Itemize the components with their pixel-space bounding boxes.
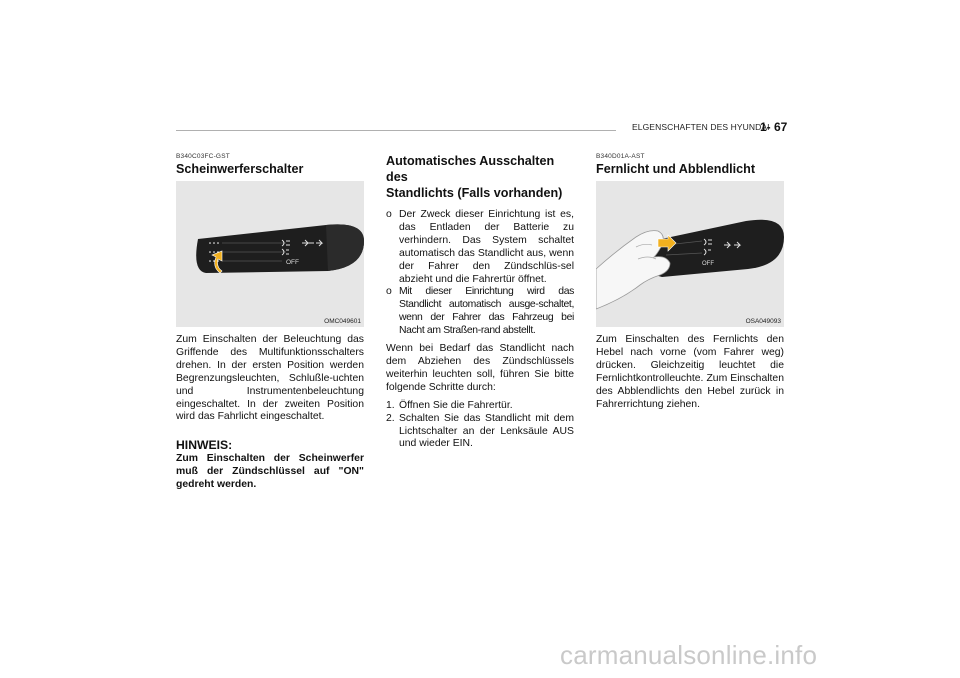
running-header: ELGENSCHAFTEN DES HYUNDAI (632, 122, 770, 132)
section-title-line-2: Standlichts (Falls vorhanden) (386, 186, 563, 200)
list-item (386, 209, 574, 286)
section-title-line-1: Automatisches Ausschalten des (386, 154, 555, 184)
bullet-mark: o (386, 209, 392, 220)
header-rule (176, 130, 616, 131)
off-position-label: OFF (286, 259, 299, 266)
step-number: 1. (386, 399, 395, 411)
bullet-text: Mit dieser Einrichtung wird das Standlicht automatisch ausge-schaltet, wenn der Fahrer das Fahrzeug bei Nacht am Straßen-rand abstellt. (399, 286, 574, 337)
figure-code: OMC049601 (324, 318, 361, 325)
list-item (386, 286, 574, 338)
section-title: Fernlicht und Abblendlicht (596, 162, 756, 176)
auto-parking-light-section (386, 153, 574, 451)
beam-lever-figure (596, 181, 784, 327)
headlight-switch-section (176, 153, 364, 492)
section-body: Zum Einschalten der Beleuchtung das Griffende des Multifunktionsschalters drehen. In der ersten Position werden Begrenzungsleuchten, Schlußle-uchten und Instrumentenbeleuchtung eingeschaltet. In der zweiten Position wird das Fahrlicht eingeschaltet. (176, 334, 364, 423)
section-body: Zum Einschalten des Fernlichts den Hebel nach vorne (vom Fahrer weg) drücken. Gleichzeitig leuchtet die Fernlichtkontrolleuchte. Zum Einschalten des Abblendlichts den Hebel zurück in Fahrerrichtung ziehen. (596, 334, 784, 410)
step-text: Schalten Sie das Standlicht mit dem Lichtschalter an der Lenksäule AUS und wieder EIN. (399, 412, 574, 450)
note-body: Zum Einschalten der Scheinwerfer muß der Zündschlüssel auf "ON" gedreht werden. (176, 453, 364, 491)
step-number: 2. (386, 412, 395, 424)
section-title: Scheinwerferschalter (176, 162, 304, 176)
bullet-text: Der Zweck dieser Einrichtung ist es, das Entladen der Batterie zu verhindern. Das System schaltet automatisch das Standlicht aus, wenn der Fahrer den Zündschlüs-sel abzieht und die Fahrertür öffnet. (399, 209, 574, 285)
note-title: HINWEIS: (176, 438, 233, 453)
figure-code: OSA049093 (745, 318, 781, 325)
watermark: carmanualsonline.info (560, 640, 818, 670)
step-item (386, 400, 574, 413)
section-code: B340C03FC-GST (176, 153, 230, 160)
beam-lever-illustration (596, 181, 784, 327)
section-code: B340D01A-AST (596, 153, 645, 160)
step-item (386, 413, 574, 452)
bullet-mark: o (386, 286, 392, 298)
high-low-beam-section (596, 153, 784, 411)
page-number: 1- 67 (760, 120, 788, 134)
instruction-paragraph: Wenn bei Bedarf das Standlicht nach dem Abziehen des Zündschlüssels weiterhin leuchten soll, führen Sie bitte folgende Schritte durch: (386, 343, 574, 393)
off-position-label: OFF (702, 261, 714, 267)
step-text: Öffnen Sie die Fahrertür. (399, 399, 513, 411)
headlight-lever-illustration (176, 181, 364, 327)
headlight-switch-figure (176, 181, 364, 327)
